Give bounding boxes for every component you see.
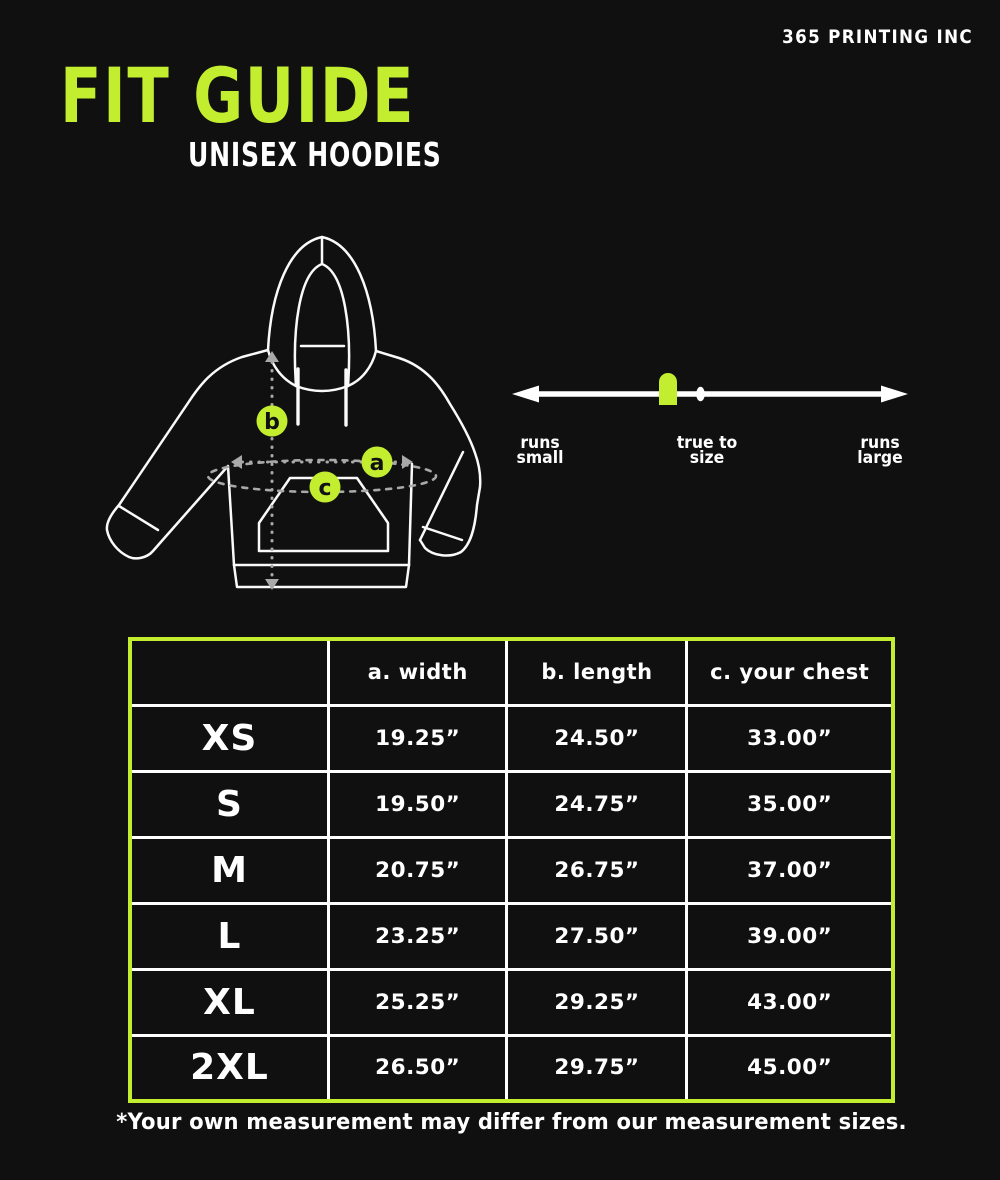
table-header-row xyxy=(130,639,893,705)
table-row-xl xyxy=(130,969,893,1035)
size-label: S xyxy=(130,771,329,837)
length-value: 26.75” xyxy=(507,837,687,903)
marker-c-label: c xyxy=(318,476,332,501)
fit-scale-label-true-to-size: true to size xyxy=(676,433,738,468)
size-label: XS xyxy=(130,705,329,771)
width-value: 19.50” xyxy=(329,771,507,837)
size-label: 2XL xyxy=(130,1035,329,1101)
marker-b-label: b xyxy=(264,410,280,435)
marker-badges xyxy=(257,406,393,503)
fit-scale-label-runs-small: runs small xyxy=(516,433,564,468)
size-label: XL xyxy=(130,969,329,1035)
table-row-l xyxy=(130,903,893,969)
chest-value: 35.00” xyxy=(687,771,893,837)
hood-opening-line xyxy=(295,264,349,391)
length-value: 29.25” xyxy=(507,969,687,1035)
hoodie-diagram xyxy=(55,225,505,610)
width-value: 19.25” xyxy=(329,705,507,771)
measurement-disclaimer: *Your own measurement may differ from our measurement sizes. xyxy=(116,1110,907,1135)
arrow-down-icon xyxy=(265,579,279,590)
header-cell-length: b. length xyxy=(507,639,687,705)
arrow-up-icon xyxy=(265,351,279,362)
size-label: L xyxy=(130,903,329,969)
fit-scale-marker xyxy=(659,373,677,405)
fit-scale-dot-icon xyxy=(696,387,705,402)
width-value: 26.50” xyxy=(329,1035,507,1101)
width-value: 25.25” xyxy=(329,969,507,1035)
fit-scale-graphic xyxy=(500,345,970,405)
header-cell-chest: c. your chest xyxy=(687,639,893,705)
marker-a-label: a xyxy=(369,451,385,476)
hoodie-outline-icon xyxy=(107,237,480,587)
table-row-xs xyxy=(130,705,893,771)
table-row-s xyxy=(130,771,893,837)
size-chart-table xyxy=(128,637,895,1103)
fit-scale-arrow-right-icon xyxy=(881,386,908,403)
hood-drape-right-line xyxy=(348,351,376,386)
fit-scale-arrow-left-icon xyxy=(512,386,539,403)
header-cell-width: a. width xyxy=(329,639,507,705)
fit-scale-label-runs-large: runs large xyxy=(857,433,903,468)
table-row-2xl xyxy=(130,1035,893,1101)
chest-value: 33.00” xyxy=(687,705,893,771)
brand-name: 365 PRINTING INC xyxy=(782,26,973,48)
width-value: 20.75” xyxy=(329,837,507,903)
length-value: 24.75” xyxy=(507,771,687,837)
chest-value: 45.00” xyxy=(687,1035,893,1101)
header-cell-empty xyxy=(130,639,329,705)
arrow-left-icon xyxy=(231,455,242,469)
hem-band-line xyxy=(234,565,409,587)
length-value: 24.50” xyxy=(507,705,687,771)
left-cuff-line xyxy=(119,506,158,530)
measure-lines xyxy=(208,362,436,579)
length-value: 29.75” xyxy=(507,1035,687,1101)
length-value: 27.50” xyxy=(507,903,687,969)
right-cuff-line xyxy=(423,527,462,540)
table-row-m xyxy=(130,837,893,903)
chest-value: 39.00” xyxy=(687,903,893,969)
chest-value: 37.00” xyxy=(687,837,893,903)
chest-value: 43.00” xyxy=(687,969,893,1035)
page-title: FIT GUIDE xyxy=(60,51,416,140)
width-value: 23.25” xyxy=(329,903,507,969)
size-label: M xyxy=(130,837,329,903)
left-sleeve-body-line xyxy=(107,350,268,565)
page-subtitle: UNISEX HOODIES xyxy=(188,135,442,174)
body-right-line xyxy=(409,464,412,565)
right-forearm-inner-line xyxy=(420,452,463,540)
